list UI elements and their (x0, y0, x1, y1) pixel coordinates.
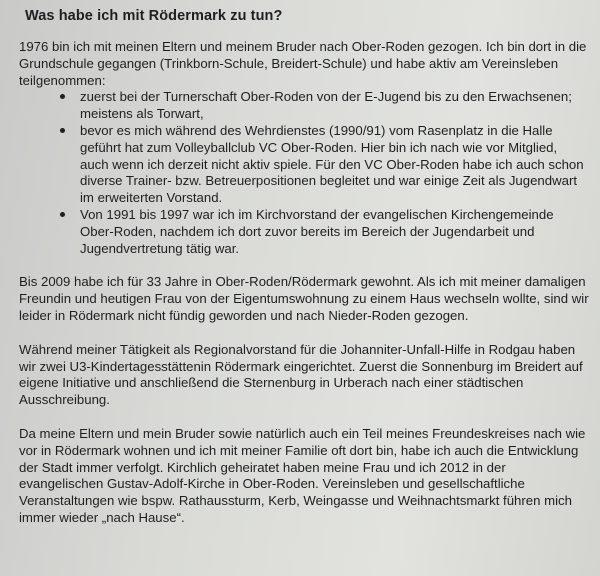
club-list (19, 89, 590, 257)
intro-paragraph: 1976 bin ich mit meinen Eltern und meinem Bruder nach Ober-Roden gezogen. Ich bin dort in die Grundschule gegangen (Trinkborn-Schule, Breidert-Schule) und habe aktiv am Vereinsleben teilgenommen: (19, 39, 587, 88)
list-item (60, 89, 584, 123)
document-title: Was habe ich mit Rödermark zu tun? (25, 8, 283, 24)
list-item-text: zuerst bei der Turnerschaft Ober-Roden von der E-Jugend bis zu den Erwachsenen; meistens als Torwart, (80, 89, 572, 122)
list-item-text: Von 1991 bis 1997 war ich im Kirchvorstand der evangelischen Kirchengemeinde Ober-Roden, nachdem ich dort zuvor bereits im Bereich der Jugendarbeit und Jugendvertretung tätig war. (80, 206, 554, 256)
family-paragraph: Da meine Eltern und mein Bruder sowie natürlich auch ein Teil meines Freundeskreises nach wie vor in Rödermark wohnen und ich mit meiner Familie oft dort bin, habe ich auch die Entwicklung der Stadt immer verfolgt. Kirchlich geheiratet haben meine Frau und ich 2012 in der evangelischen Gustav-Adolf-Kirche in Ober-Roden. Vereinsleben und gesellschaftliche Veranstaltungen wie bspw. Rathaussturm, Kerb, Weingasse und Weihnachtsmarkt führen mich immer wieder „nach Hause“. (19, 425, 586, 525)
list-item (60, 207, 584, 257)
spacer (19, 409, 590, 426)
residence-paragraph: Bis 2009 habe ich für 33 Jahre in Ober-Roden/Rödermark gewohnt. Als ich mit meiner damaligen Freundin und heutigen Frau von der Eigentumswohnung zu einem Haus wechseln wollte, sind wir leider in Rödermark nicht fündig geworden und nach Nieder-Roden gezogen. (19, 274, 589, 323)
list-item (60, 123, 584, 207)
list-item-text: bevor es mich während des Wehrdienstes (1990/91) vom Rasenplatz in die Halle geführt hat zum Volleyballclub VC Ober-Roden. Hier bin ich nach wie vor Mitglied, auch wenn ich derzeit nicht aktiv spiele. Für den VC Ober-Roden habe ich auch schon diverse Trainer- bzw. Betreuerpositionen begleitet und war einige Zeit als Jugendwart im erweiterten Vorstand. (80, 122, 584, 206)
spacer (19, 257, 590, 274)
johanniter-paragraph: Während meiner Tätigkeit als Regionalvorstand für die Johanniter-Unfall-Hilfe in Rodgau haben wir zwei U3-Kindertagesstättenin Rödermark eingerichtet. Zuerst die Sonnenburg im Breidert auf eigene Initiative und anschließend die Sternenburg in Urberach nach einer städtischen Ausschreibung. (19, 341, 583, 408)
spacer (19, 325, 590, 342)
bullet-icon (60, 94, 65, 99)
bullet-icon (60, 128, 65, 133)
bullet-icon (60, 212, 65, 217)
